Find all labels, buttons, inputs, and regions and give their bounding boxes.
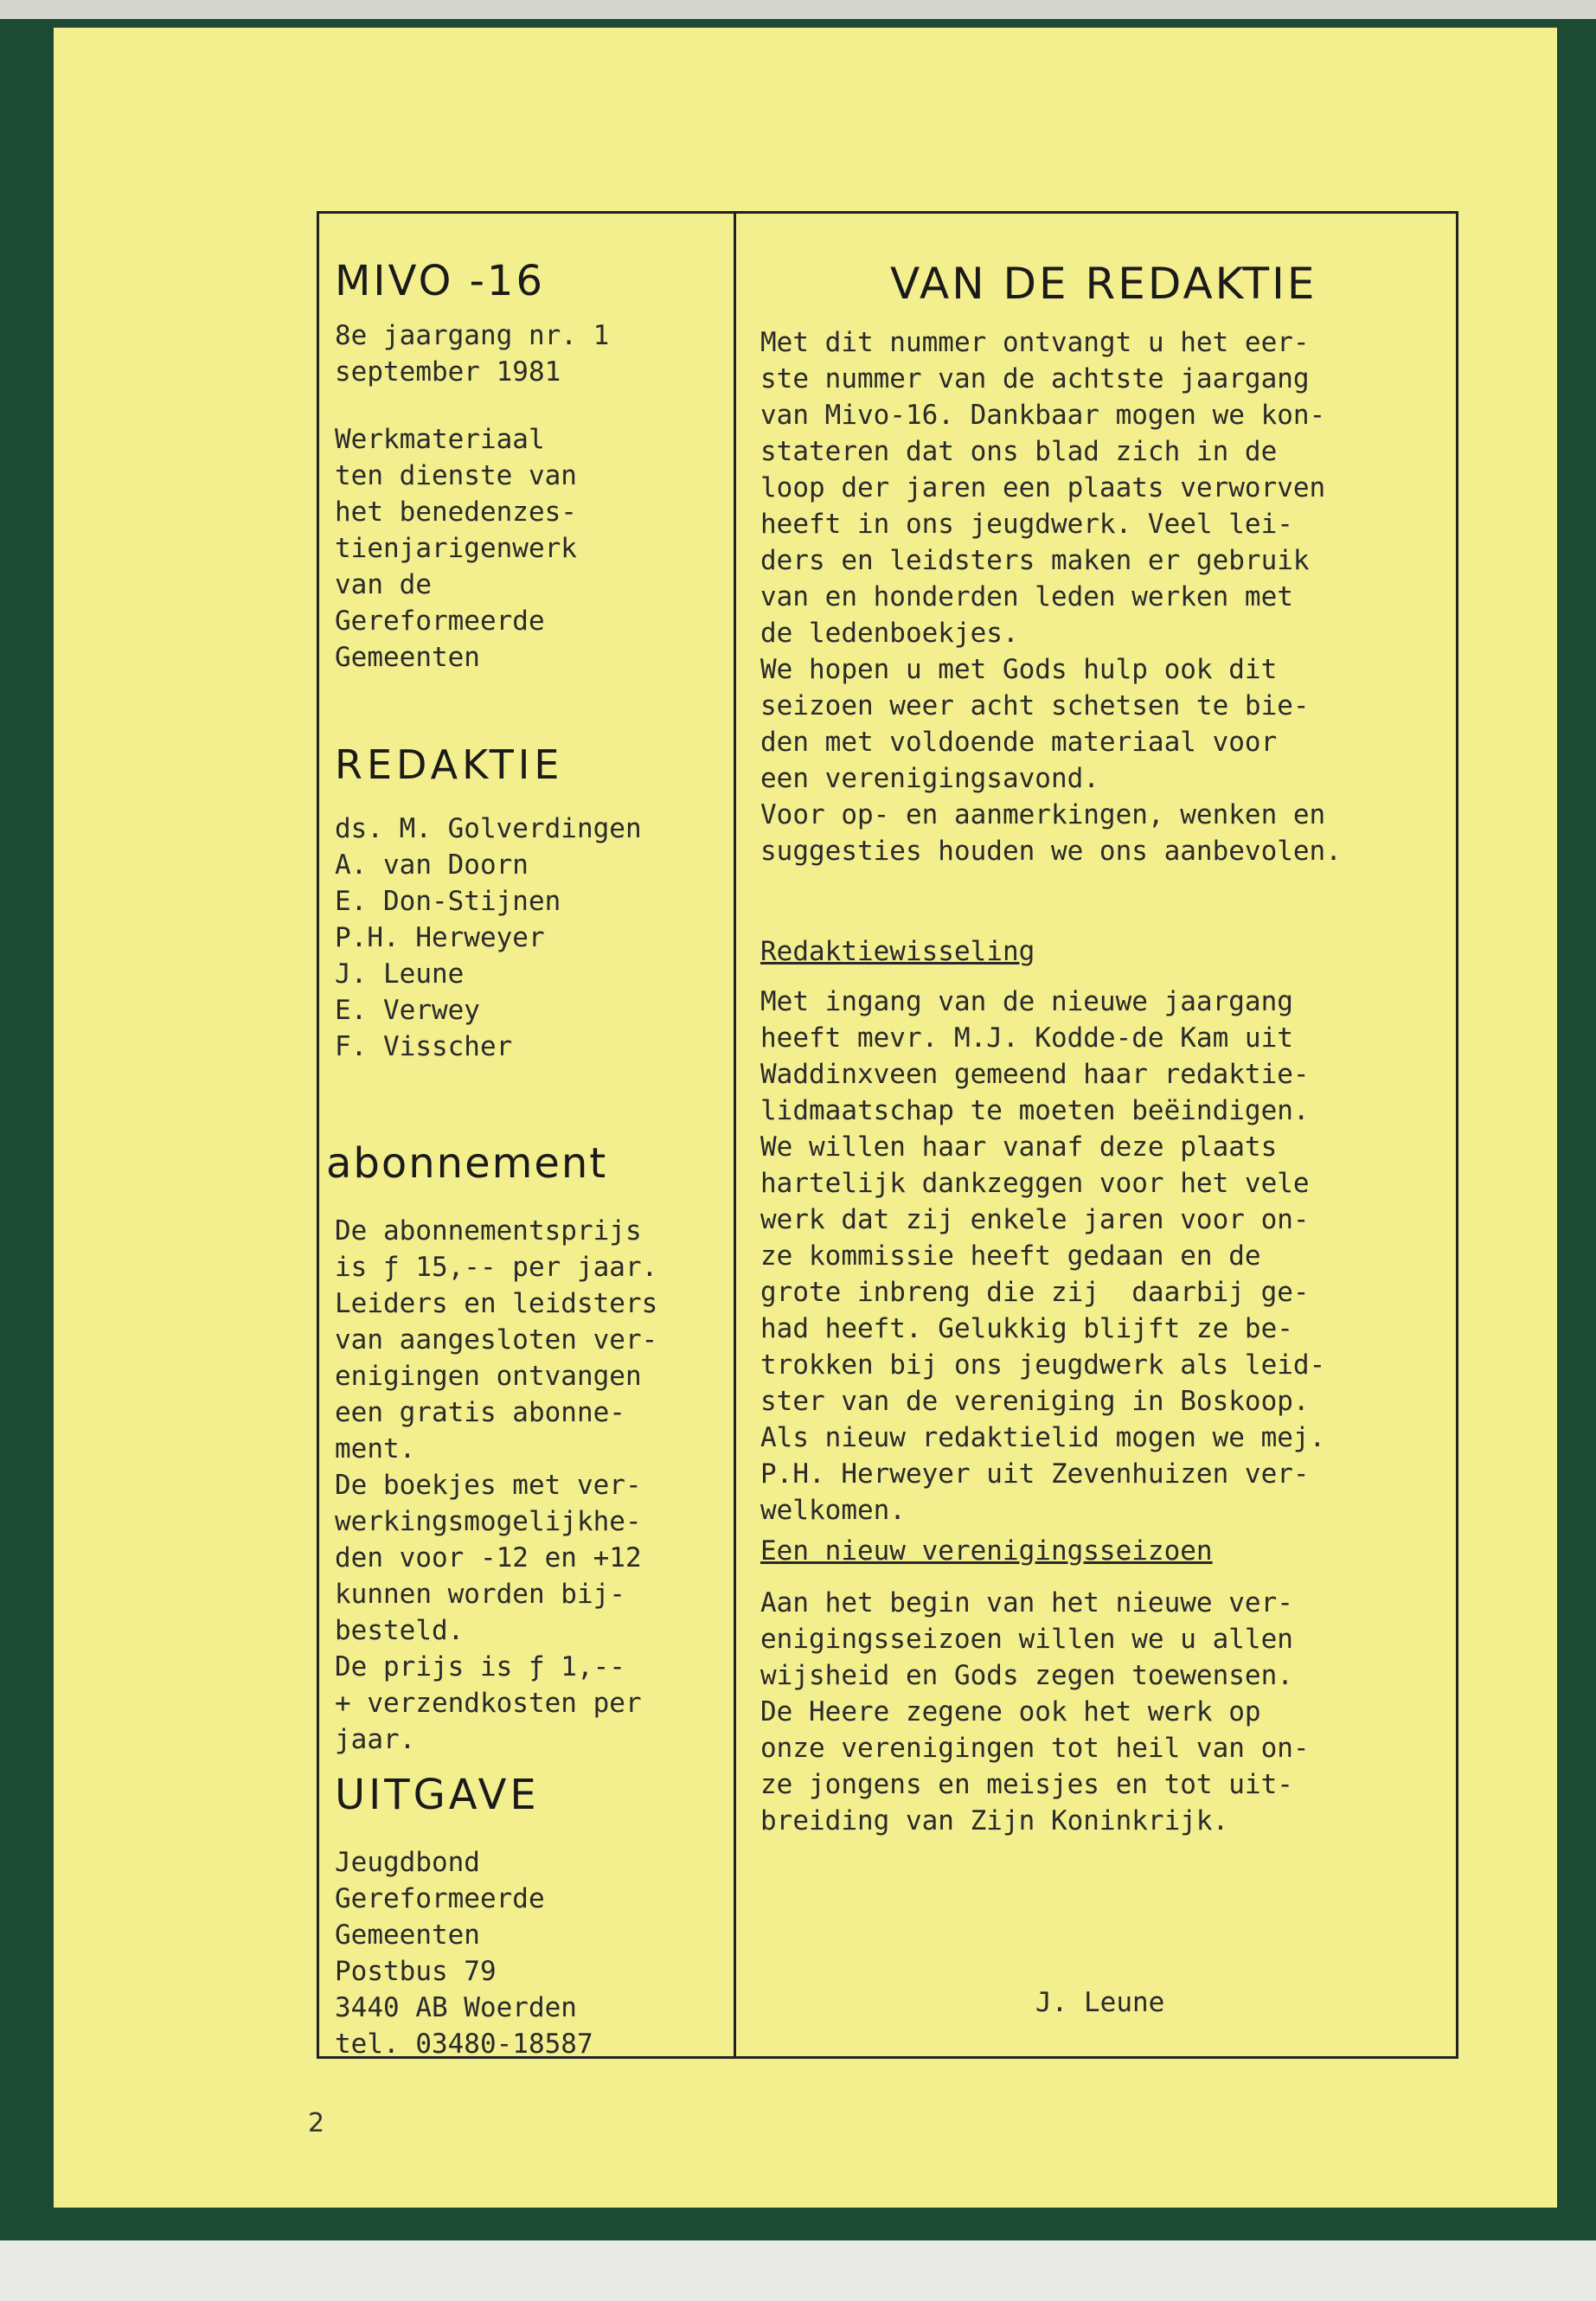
section-heading-seizoen: Een nieuw verenigingsseizoen [760,1535,1213,1567]
issue-info: 8e jaargang nr. 1 september 1981 [335,320,610,388]
editorial-members: ds. M. Golverdingen A. van Doorn E. Don-Stijnen P.H. Herweyer J. Leune E. Verwey F. Visscher [335,813,642,1062]
editorial-heading: VAN DE REDAKTIE [890,259,1317,309]
editorial-signature: J. Leune [1035,1987,1165,2018]
magazine-page [54,28,1557,2208]
publication-description: Werkmateriaal ten dienste van het benedenzes- tienjarigenwerk van de Gereformeerde Gemeenten [335,424,577,673]
section-heading-redaktiewisseling: Redaktiewisseling [760,936,1035,967]
content-frame [317,211,1458,2059]
column-divider [734,214,736,2056]
magazine-title: MIVO -16 [335,257,545,305]
page-number: 2 [308,2108,325,2138]
publisher-address: Jeugdbond Gereformeerde Gemeenten Postbus 79 3440 AB Woerden tel. 03480-18587 [335,1847,593,2060]
scan-top-edge [0,0,1596,19]
editorial-intro: Met dit nummer ontvangt u het eer- ste nummer van de achtste jaargang van Mivo-16. Dankbaar mogen we kon- stateren dat ons blad zich in de loop der jaren een plaats verworven heeft in ons jeugdwerk. Veel lei- ders en leidsters maken er gebruik van en honderden leden werken met de ledenboekjes. We hopen u met Gods hulp ook dit seizoen weer acht schetsen te bie- den met voldoende materiaal voor een verenigingsavond. Voor op- en aanmerkingen, wenken en suggesties houden we ons aanbevolen. [760,327,1342,867]
abonnement-heading: abonnement [326,1139,608,1188]
section-text-redaktiewisseling: Met ingang van de nieuwe jaargang heeft mevr. M.J. Kodde-de Kam uit Waddinxveen gemeend haar redaktie- lidmaatschap te moeten beëindigen. We willen haar vanaf deze plaats hartelijk dankzeggen voor het vele werk dat zij enkele jaren voor on- ze kommissie heeft gedaan en de grote inbreng die zij daarbij ge- had heeft. Gelukkig blijft ze be- trokken bij ons jeugdwerk als leid- ster van de vereniging in Boskoop. Als nieuw redaktielid mogen we mej. P.H. Herweyer uit Zevenhuizen ver- welkomen. [760,986,1326,1526]
scan-bottom-edge [0,2240,1596,2301]
abonnement-text: De abonnementsprijs is ƒ 15,-- per jaar. Leiders en leidsters van aangesloten ver- enigingen ontvangen een gratis abonne- ment. De boekjes met ver- werkingsmogelijkhe- den voor -12 en +12 kunnen worden bij- besteld. De prijs is ƒ 1,-- + verzendkosten per jaar. [335,1215,658,1755]
redaktie-heading: REDAKTIE [335,741,564,788]
section-text-seizoen: Aan het begin van het nieuwe ver- enigingsseizoen willen we u allen wijsheid en Gods zegen toewensen. De Heere zegene ook het werk op onze verenigingen tot heil van on- ze jongens en meisjes en tot uit- breiding van Zijn Koninkrijk. [760,1587,1310,1836]
uitgave-heading: UITGAVE [335,1771,540,1819]
